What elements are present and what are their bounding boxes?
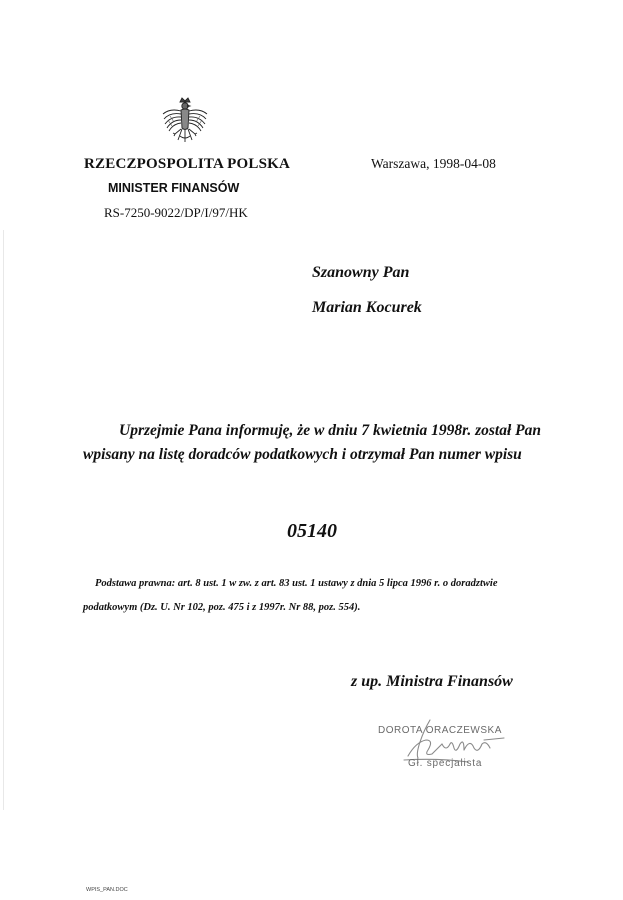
legal-basis-text: Podstawa prawna: art. 8 ust. 1 w zw. z art. 83 ust. 1 ustawy z dnia 5 lipca 1996 r. o doradztwie podatkowym (Dz. U. Nr 102, poz. 475 i z 1997r. Nr 88, poz. 554). <box>83 578 498 613</box>
stamp-title: Gł. specjalista <box>408 758 483 769</box>
addressee-name: Marian Kocurek <box>312 299 422 316</box>
letter-body-paragraph <box>83 419 553 467</box>
entry-number: 05140 <box>287 520 337 542</box>
reference-number: RS-7250-9022/DP/I/97/HK <box>104 205 248 220</box>
legal-basis-paragraph <box>83 572 553 620</box>
salutation: Szanowny Pan <box>312 264 410 281</box>
signing-authority: z up. Ministra Finansów <box>351 673 513 690</box>
scan-edge-line <box>3 230 4 810</box>
file-name-footer: WPIS_PAN.DOC <box>86 887 128 893</box>
polish-eagle-emblem-icon <box>160 96 210 152</box>
institution-name: MINISTER FINANSÓW <box>108 181 240 195</box>
place-and-date: Warszawa, 1998-04-08 <box>371 156 496 171</box>
country-name: RZECZPOSPOLITA POLSKA <box>84 156 291 172</box>
stamp-name: DOROTA ORACZEWSKA <box>378 725 502 736</box>
letter-body-text: Uprzejmie Pana informuję, że w dniu 7 kwietnia 1998r. został Pan wpisany na listę doradców podatkowych i otrzymał Pan numer wpisu <box>83 422 542 463</box>
